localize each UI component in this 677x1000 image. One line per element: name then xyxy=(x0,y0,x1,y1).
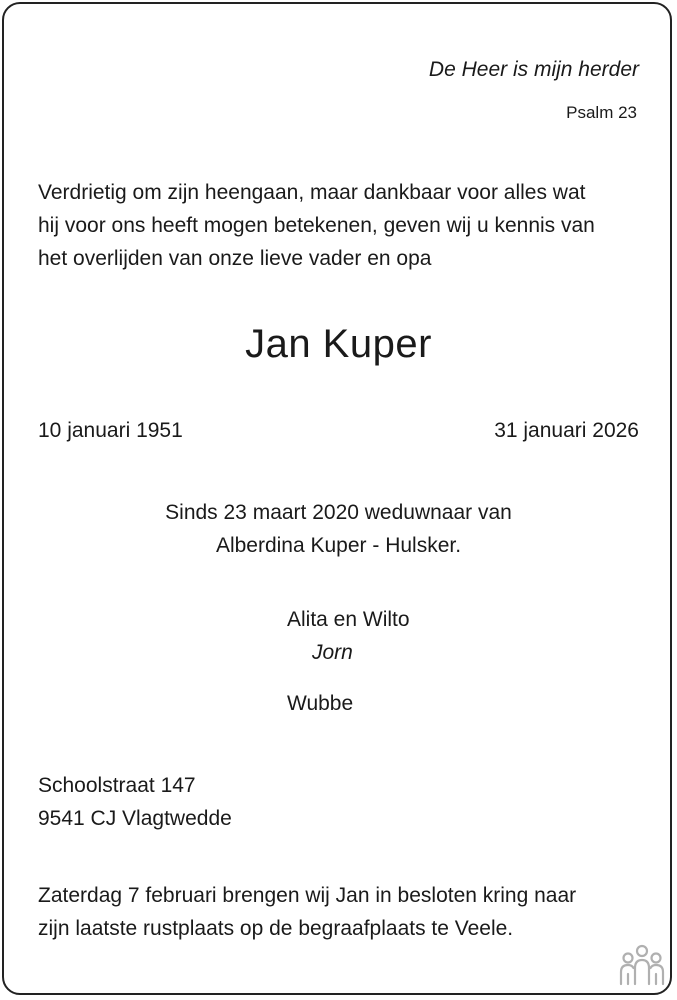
intro-line: Verdrietig om zijn heengaan, maar dankbaar voor alles wat xyxy=(38,181,586,204)
psalm-reference: Psalm 23 xyxy=(566,103,637,122)
widower-line: Sinds 23 maart 2020 weduwnaar van xyxy=(165,501,512,524)
address-street: Schoolstraat 147 xyxy=(38,774,196,797)
family-member: Wubbe xyxy=(287,692,354,715)
family-member-grandchild: Jorn xyxy=(312,641,353,664)
widower-note xyxy=(0,496,677,562)
funeral-notice xyxy=(38,879,576,945)
intro-paragraph xyxy=(38,176,643,275)
people-group-icon xyxy=(618,944,666,986)
birth-date: 10 januari 1951 xyxy=(38,419,183,442)
widower-line: Alberdina Kuper - Hulsker. xyxy=(215,534,462,557)
motto-text: De Heer is mijn herder xyxy=(428,58,639,81)
death-date: 31 januari 2026 xyxy=(494,419,639,442)
funeral-notice-line: zijn laatste rustplaats op de begraafplaats te Veele. xyxy=(38,917,514,940)
intro-line: het overlijden van onze lieve vader en opa xyxy=(38,247,432,270)
intro-line: hij voor ons heeft mogen betekenen, geven wij u kennis van xyxy=(38,214,595,237)
deceased-name: Jan Kuper xyxy=(245,322,432,366)
address-city: 9541 CJ Vlagtwedde xyxy=(38,807,232,830)
funeral-notice-line: Zaterdag 7 februari brengen wij Jan in besloten kring naar xyxy=(38,884,577,907)
family-member: Alita en Wilto xyxy=(287,608,410,631)
address-block xyxy=(38,769,232,835)
